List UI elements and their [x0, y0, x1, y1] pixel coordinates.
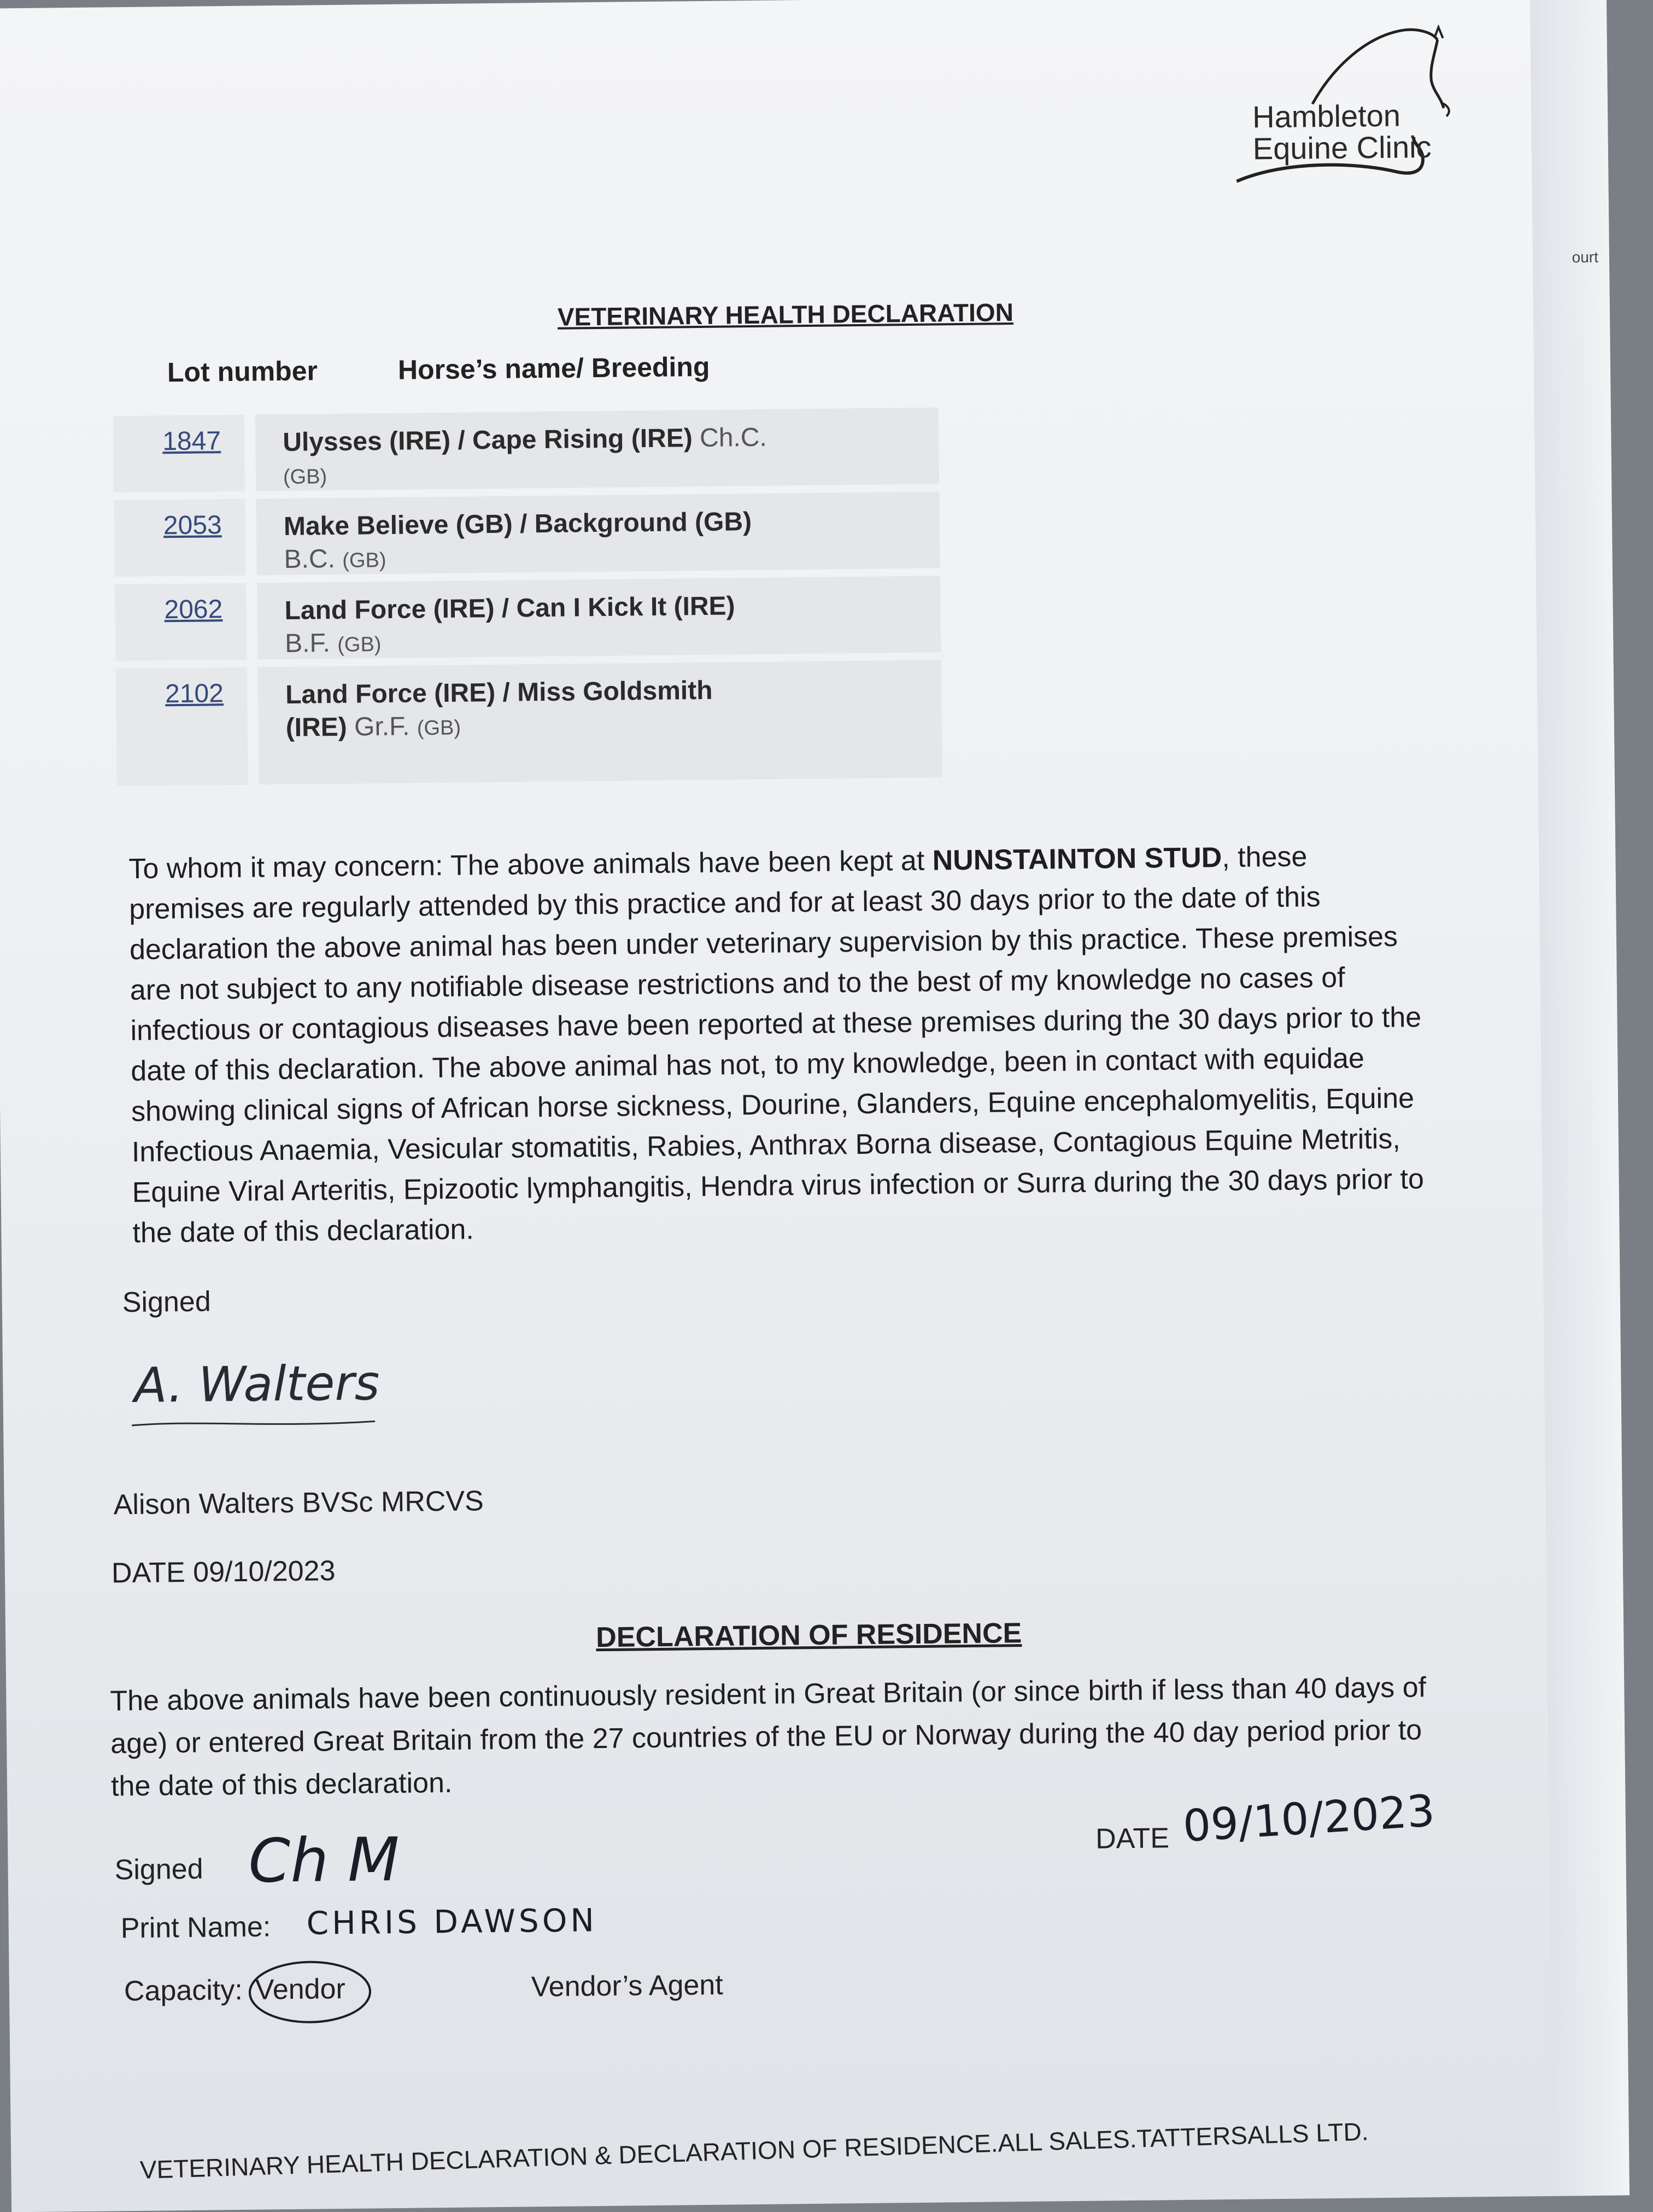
vet-signed-label: Signed [122, 1286, 211, 1319]
background-sheet-edge [1530, 0, 1629, 2196]
vet-date: DATE 09/10/2023 [111, 1555, 336, 1589]
footer-note: VETERINARY HEALTH DECLARATION & DECLARATION OF RESIDENCE.ALL SALES.TATTERSALLS LTD. [139, 2117, 1369, 2184]
print-name-label: Print Name: [120, 1911, 271, 1945]
stud-name: NUNSTAINTON STUD [932, 842, 1222, 877]
lot-row [115, 571, 947, 664]
horse-name [284, 506, 776, 578]
health-declaration-body [128, 835, 1434, 1253]
horse-sex-colour: Gr.F. [354, 712, 410, 742]
vet-signature: A. Walters [133, 1354, 380, 1413]
residence-declaration-body: The above animals have been continuously resident in Great Britain (or since birth if less than 40 days of age) or entered Great Britain from the 27 countries of the EU or Norway during the 40 day period prior to the date of this declaration. [110, 1671, 1427, 1803]
capacity-label: Capacity: [124, 1974, 243, 2008]
horse-breeding: Land Force (IRE) / Can I Kick It (IRE) [284, 591, 735, 625]
horse-name [283, 421, 775, 494]
horse-origin: (GB) [337, 633, 382, 656]
lots-table [113, 403, 947, 748]
horse-name [285, 674, 778, 746]
horse-breeding: Land Force (IRE) / Miss Goldsmith (IRE) [285, 676, 713, 742]
residence-date-handwritten: 09/10/2023 [1181, 1785, 1437, 1852]
body-text-main: , these premises are regularly attended by this practice and for at least 30 days prior to the date of this declaration the above animal has been under veterinary supervision by this practice. These premises are not subject to any notifiable disease restrictions and to the best of my knowledge no cases of infectious or contagious diseases have been reported at these premises during the 30 days prior to the date of this declaration. The above animal has not, to my knowledge, been in contact with equidae showing clinical signs of African horse sickness, Dourine, Glanders, Equine encephalomyelitis, Equine Infectious Anaemia, Vesicular stomatitis, Rabies, Anthrax Borna disease, Contagious Equine Metritis, Equine Viral Arteritis, Epizootic lymphangitis, Hendra virus infection or Surra during the 30 days prior to the date of this declaration. [128, 841, 1425, 1249]
horse-sex-colour: Ch.C. [699, 423, 767, 453]
edge-note: ourt [1572, 248, 1599, 266]
horse-sex-colour: B.C. [284, 544, 336, 574]
capacity-agent-option: Vendor’s Agent [531, 1969, 724, 2003]
lot-number: 2062 [164, 595, 223, 625]
horse-breeding: Make Believe (GB) / Background (GB) [283, 507, 752, 542]
health-declaration-title: VETERINARY HEALTH DECLARATION [557, 298, 1014, 331]
residence-declaration-title: DECLARATION OF RESIDENCE [595, 1617, 1022, 1654]
horse-sex-colour: B.F. [284, 629, 331, 658]
horse-origin: (GB) [417, 716, 461, 740]
horse-name [284, 590, 777, 662]
lot-number: 2102 [165, 679, 224, 709]
vet-name: Alison Walters BVSc MRCVS [113, 1485, 484, 1521]
logo-name-line2: Equine Clinic [1252, 129, 1432, 166]
capacity-vendor-option: Vendor [255, 1973, 346, 2006]
horse-origin: (GB) [283, 465, 327, 489]
residence-date-label: DATE [1095, 1822, 1170, 1855]
logo-name-line1: Hambleton [1252, 98, 1401, 134]
lot-row [116, 655, 948, 748]
lot-number: 2053 [163, 511, 222, 541]
lot-number: 1847 [162, 426, 221, 456]
lot-row [114, 487, 946, 580]
lot-number-header: Lot number [167, 355, 318, 388]
clinic-logo [1218, 15, 1482, 198]
print-name-handwritten: CHRIS DAWSON [306, 1902, 598, 1942]
body-text-intro: To whom it may concern: The above animals have been kept at [128, 844, 933, 885]
horse-breeding: Ulysses (IRE) / Cape Rising (IRE) [283, 424, 693, 457]
vendor-signed-label: Signed [114, 1853, 203, 1886]
vendor-signature: Ch M [248, 1824, 400, 1896]
horse-origin: (GB) [342, 549, 386, 572]
horse-name-header: Horse’s name/ Breeding [397, 351, 710, 385]
vendor-selection-circle [244, 1953, 376, 2031]
lot-row [113, 403, 945, 496]
signature-underline [129, 1415, 380, 1434]
